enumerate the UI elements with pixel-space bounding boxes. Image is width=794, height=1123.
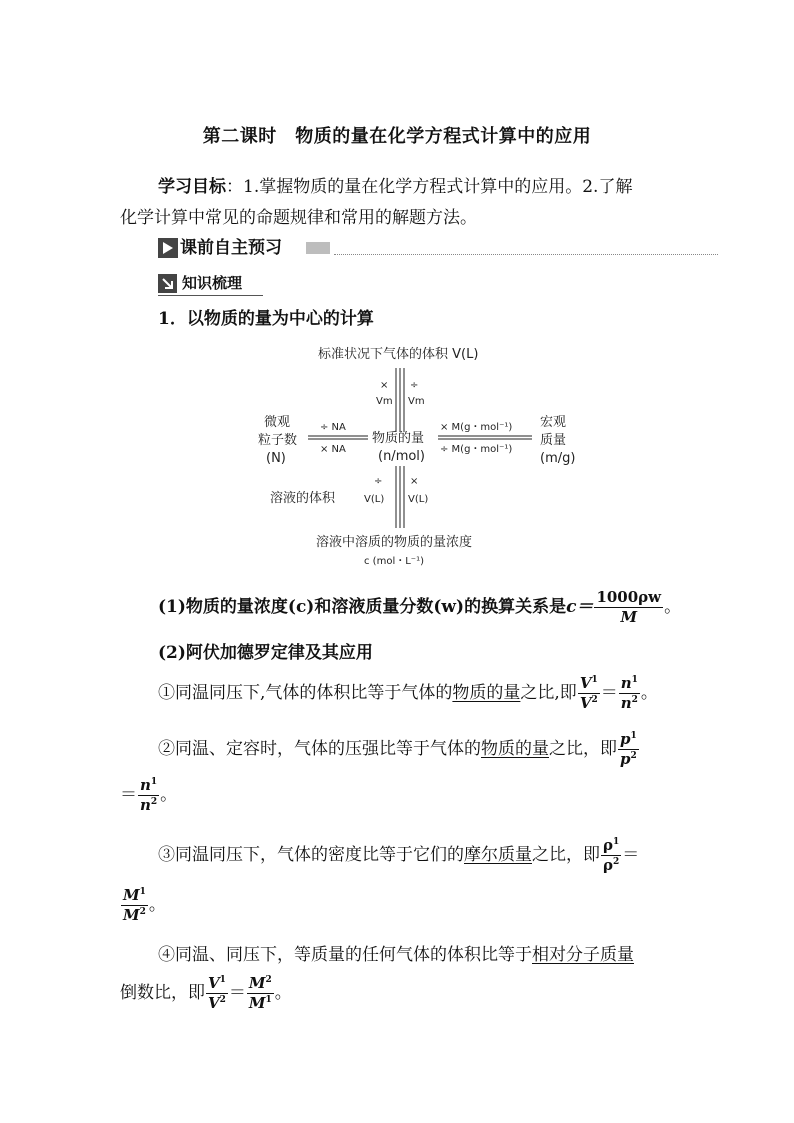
op-times-vl: × (410, 476, 419, 487)
vm-right: Vm (408, 396, 425, 407)
section-bar-label: 课前自主预习 (180, 238, 282, 258)
vm-left: Vm (376, 396, 393, 407)
diagram-bottom1: 溶液中溶质的物质的量浓度 (316, 535, 473, 550)
paragraph-5-cont: $\frac{M^1}{M^2}$ 。 (123, 886, 166, 924)
fraction-m2-m1: $\frac{M^2}{M^1}$ (248, 974, 272, 1012)
fraction-rho1-rho2: $\frac{\rho^1}{\rho^2}$ (603, 836, 620, 874)
fraction-1000pw-over-m: $\frac{1000\rho w}{M}$ (596, 588, 662, 626)
na-times: × NA (320, 444, 346, 455)
underline-moles-2: 物质的量 (481, 739, 549, 759)
underline-moles-1: 物质的量 (452, 683, 521, 703)
diagram-top: 标准状况下气体的体积 V(L) (318, 347, 479, 362)
objectives-line1 (158, 170, 718, 204)
diagram-right2: 质量 (540, 433, 567, 448)
diagram-left1: 微观 (264, 415, 291, 430)
subsection-label: 知识梳理 (182, 274, 243, 292)
fraction-n1-n2-b: $\frac{n^1}{n^2}$ (140, 776, 158, 814)
arrow-down-right-icon (158, 274, 177, 293)
diagram-left2: 粒子数 (258, 433, 298, 448)
paragraph-4-cont: ＝ $\frac{n^1}{n^2}$ 。 (120, 776, 178, 814)
m-div: ÷ M(g・mol⁻¹) (440, 444, 513, 455)
objectives-line2: 化学计算中常见的命题规律和常用的解题方法。 (120, 208, 477, 228)
diagram-right1: 宏观 (540, 415, 567, 430)
subsection-header (158, 272, 268, 296)
p1-text: (1)物质的量浓度(c)和溶液质量分数(w)的换算关系是 (158, 597, 567, 617)
op-times-vm: × (380, 380, 389, 391)
diagram-bl: 溶液的体积 (270, 491, 336, 506)
fraction-p1-p2: $\frac{p^1}{p^2}$ (620, 730, 637, 768)
fraction-v1-v2: $\frac{V^1}{V^2}$ (579, 674, 598, 712)
diagram-bottom2: c (mol・L⁻¹) (364, 556, 424, 567)
section-bar-line (334, 254, 718, 255)
op-div-vm: ÷ (410, 380, 419, 391)
heading-1: 1．以物质的量为中心的计算 (158, 309, 374, 329)
fraction-m1-m2: $\frac{M^1}{M^2}$ (123, 886, 146, 924)
na-div: ÷ NA (320, 422, 346, 433)
paragraph-2: (2)阿伏加德罗定律及其应用 (158, 643, 373, 663)
paragraph-3: ①同温同压下,气体的体积比等于气体的物质的量之比,即 $\frac{V^1}{V^2}$ ＝ $\frac{n^1}{n^2}$ 。 (158, 674, 658, 712)
p1-lhs: c＝ (566, 597, 594, 617)
fraction-n1-n2: $\frac{n^1}{n^2}$ (620, 674, 638, 712)
op-div-vl: ÷ (374, 476, 383, 487)
underline-relative-mass: 相对分子质量 (532, 945, 634, 965)
section-bar (158, 236, 718, 260)
vl-right: V(L) (408, 494, 429, 505)
paragraph-1: (1)物质的量浓度(c)和溶液质量分数(w)的换算关系是c＝ $\frac{1000\rho w}{M}$ 。 (158, 588, 682, 626)
vl-left: V(L) (364, 494, 385, 505)
arrow-icon (158, 238, 178, 258)
quantity-diagram (250, 340, 610, 570)
objectives-label: 学习目标 (158, 177, 226, 197)
subsection-underline (158, 295, 263, 296)
paragraph-6-cont: 倒数比，即 $\frac{V^1}{V^2}$ ＝ $\frac{M^2}{M^1}$ 。 (120, 974, 292, 1012)
diagram-left3: (N) (266, 451, 286, 466)
objectives-text1: ：1.掌握物质的量在化学方程式计算中的应用。2.了解 (226, 177, 633, 197)
diagram-right3: (m/g) (540, 451, 576, 466)
underline-molar-mass: 摩尔质量 (464, 845, 532, 865)
diagram-center2: (n/mol) (378, 449, 425, 464)
paragraph-4: ②同温、定容时，气体的压强比等于气体的物质的量之比，即 $\frac{p^1}{p^2}$ (158, 730, 637, 768)
section-bar-block (306, 242, 330, 254)
paragraph-6: ④同温、同压下，等质量的任何气体的体积比等于相对分子质量 (158, 945, 634, 965)
diagram-center1: 物质的量 (372, 431, 425, 446)
paragraph-5: ③同温同压下，气体的密度比等于它们的摩尔质量之比，即 $\frac{\rho^1}{\rho^2}$ ＝ (158, 836, 640, 874)
fraction-v1-v2-b: $\frac{V^1}{V^2}$ (208, 974, 226, 1012)
m-times: × M(g・mol⁻¹) (440, 422, 513, 433)
page-title: 第二课时 物质的量在化学方程式计算中的应用 (202, 126, 592, 147)
